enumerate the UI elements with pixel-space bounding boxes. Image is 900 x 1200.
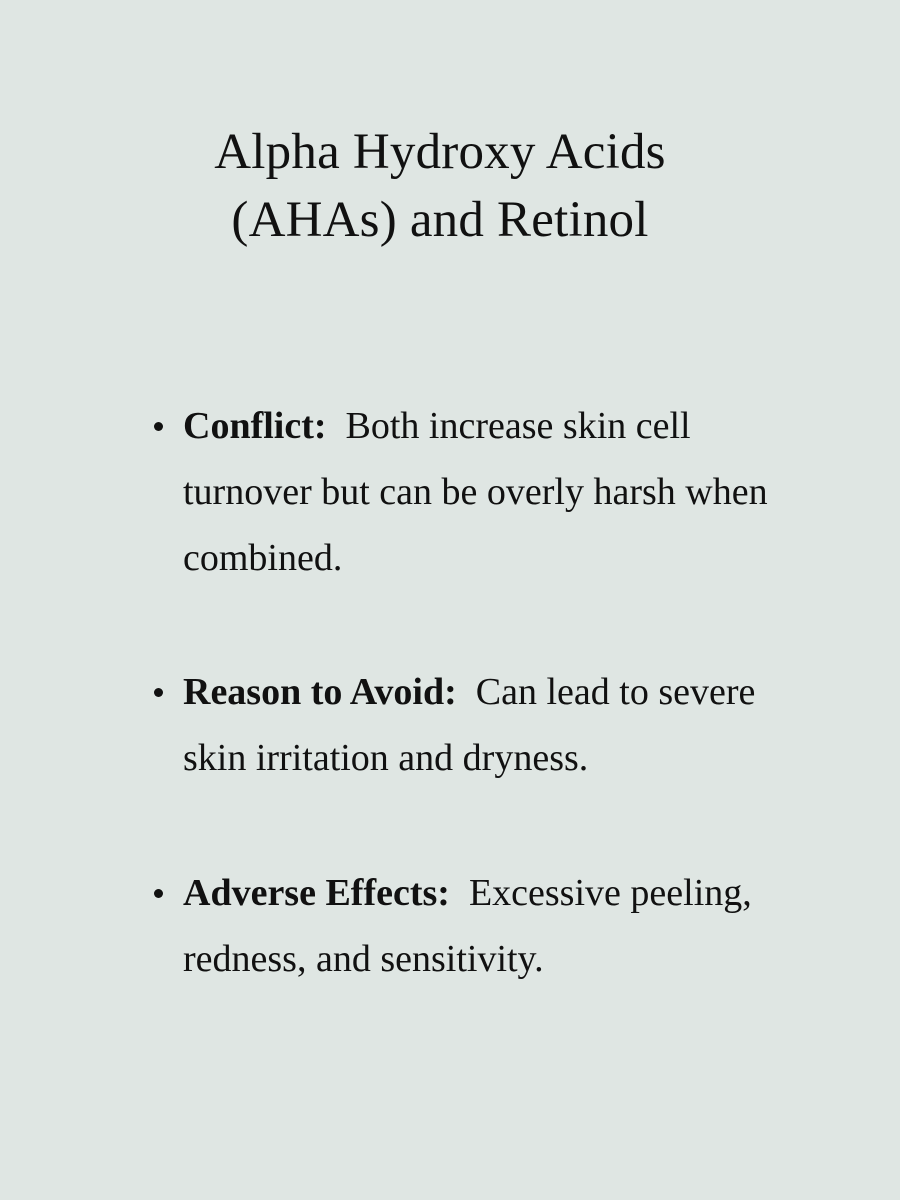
bullet-dot-icon [154, 889, 163, 898]
item-text: Both increase skin cell turnover but can be overly harsh when combined. [183, 405, 768, 579]
list-item-conflict [183, 393, 783, 591]
title-line-2: (AHAs) and Retinol [231, 192, 649, 248]
item-label: Reason to Avoid: [183, 671, 457, 713]
list-item-reason-to-avoid [183, 659, 783, 791]
item-label: Adverse Effects: [183, 872, 450, 914]
bullet-dot-icon [154, 422, 163, 431]
item-text: Can lead to severe skin irritation and dryness. [183, 671, 756, 779]
item-text: Excessive peeling, redness, and sensitivity. [183, 872, 752, 980]
list-item-adverse-effects [183, 860, 783, 992]
bullet-dot-icon [154, 688, 163, 697]
item-label: Conflict: [183, 405, 327, 447]
title-line-1: Alpha Hydroxy Acids [214, 124, 666, 180]
